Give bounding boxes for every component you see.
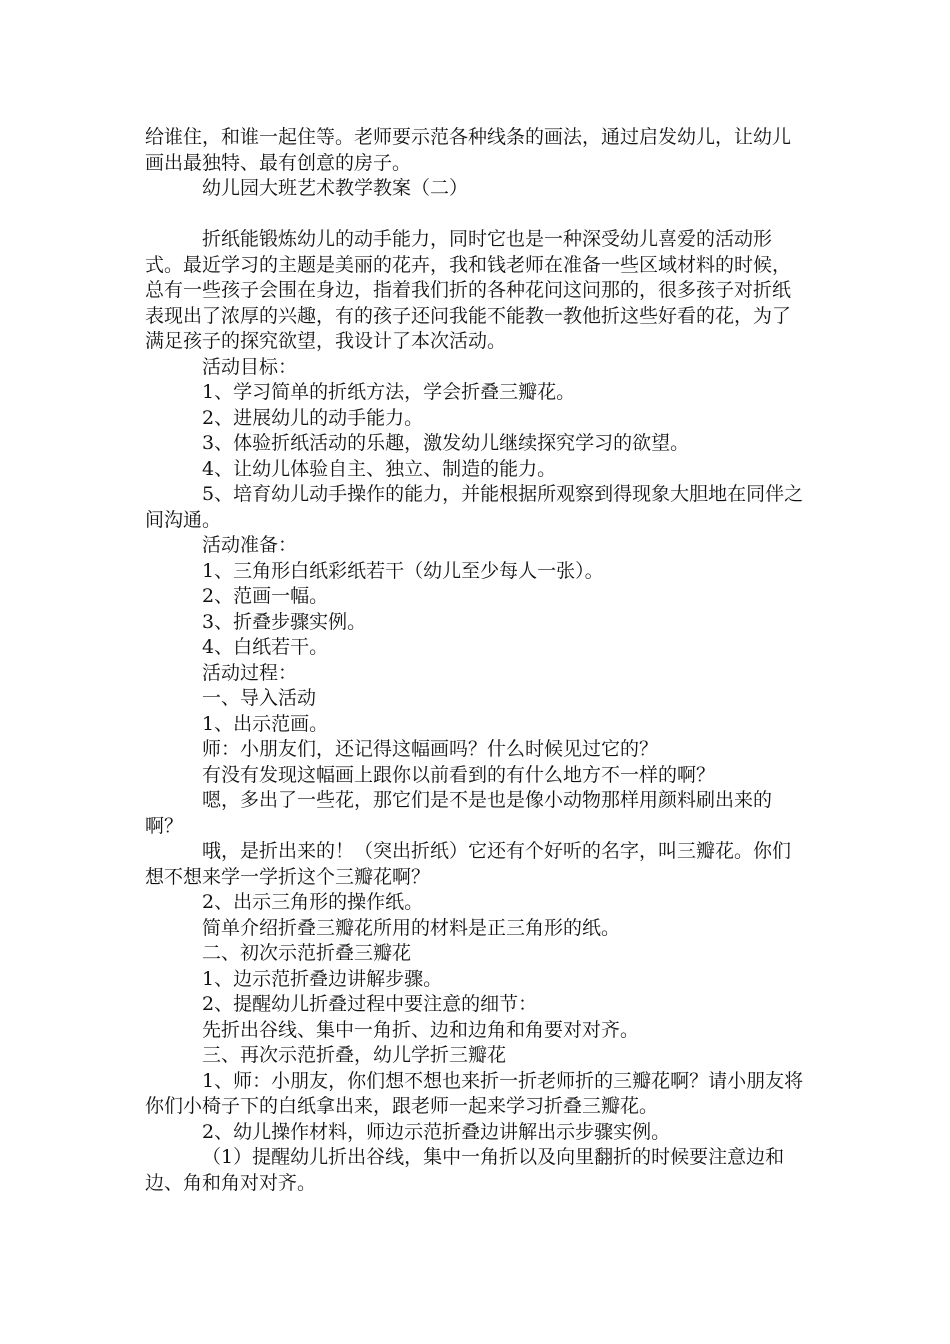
process-item: 2、出示三角形的操作纸。: [202, 891, 424, 913]
objective-item: 2、进展幼儿的动手能力。: [202, 406, 424, 429]
blank-line: [145, 202, 807, 228]
heading-process: 活动过程：: [202, 661, 298, 684]
heading-objectives: 活动目标：: [202, 355, 298, 378]
process-step-heading: 一、导入活动: [202, 687, 317, 709]
process-item: 1、师：小朋友，你们想不想也来折一折老师折的三瓣花啊？请小朋友将你们小椅子下的白纸拿出来，跟老师一起来学习折叠三瓣花。: [145, 1069, 804, 1117]
objective-item: 5、培育幼儿动手操作的能力，并能根据所观察到得现象大胆地在同伴之间沟通。: [145, 483, 804, 531]
process-item: 1、出示范画。: [202, 712, 329, 735]
process-item: 2、提醒幼儿折叠过程中要注意的细节：: [202, 993, 538, 1015]
preparation-item: 2、范画一幅。: [202, 585, 329, 607]
process-item: 嗯，多出了一些花，那它们是不是也是像小动物那样用颜料刷出来的啊？: [145, 789, 773, 837]
process-step-heading: 二、初次示范折叠三瓣花: [202, 942, 412, 964]
process-item: 哦，是折出来的！（突出折纸）它还有个好听的名字，叫三瓣花。你们想不想来学一学折这个三瓣花啊？: [145, 840, 792, 888]
process-item: 有没有发现这幅画上跟你以前看到的有什么地方不一样的啊？: [202, 763, 716, 786]
preparation-item: 3、折叠步骤实例。: [202, 610, 367, 633]
section-title: 幼儿园大班艺术教学教案（二）: [202, 177, 469, 199]
preparation-item: 4、白纸若干。: [202, 636, 329, 658]
process-item: 1、边示范折叠边讲解步骤。: [202, 967, 443, 990]
heading-preparation: 活动准备：: [202, 534, 298, 556]
paragraph-intro-continuation: 给谁住，和谁一起住等。老师要示范各种线条的画法，通过启发幼儿，让幼儿画出最独特、最有创意的房子。: [145, 126, 792, 174]
process-item: 先折出谷线、集中一角折、边和边角和角要对对齐。: [202, 1018, 640, 1041]
process-step-heading: 三、再次示范折叠，幼儿学折三瓣花: [202, 1044, 507, 1066]
document-body: [145, 125, 807, 1196]
process-item: （1）提醒幼儿折出谷线，集中一角折以及向里翻折的时候要注意边和边、角和角对对齐。: [145, 1146, 785, 1194]
objective-item: 3、体验折纸活动的乐趣，激发幼儿继续探究学习的欲望。: [202, 432, 690, 454]
preparation-item: 1、三角形白纸彩纸若干（幼儿至少每人一张）。: [202, 559, 604, 582]
objective-item: 1、学习简单的折纸方法，学会折叠三瓣花。: [202, 381, 576, 403]
process-item: 简单介绍折叠三瓣花所用的材料是正三角形的纸。: [202, 916, 621, 939]
paragraph-background: 折纸能锻炼幼儿的动手能力，同时它也是一种深受幼儿喜爱的活动形式。最近学习的主题是美丽的花卉，我和钱老师在准备一些区域材料的时候，总有一些孩子会围在身边，指着我们折的各种花问这问那的，很多孩子对折纸表现出了浓厚的兴趣，有的孩子还问我能不能教一教他折这些好看的花，为了满足孩子的探究欲望，我设计了本次活动。: [145, 228, 792, 352]
process-item: 师：小朋友们，还记得这幅画吗？什么时候见过它的？: [202, 738, 659, 760]
objective-item: 4、让幼儿体验自主、独立、制造的能力。: [202, 457, 557, 480]
process-item: 2、幼儿操作材料，师边示范折叠边讲解出示步骤实例。: [202, 1120, 671, 1143]
